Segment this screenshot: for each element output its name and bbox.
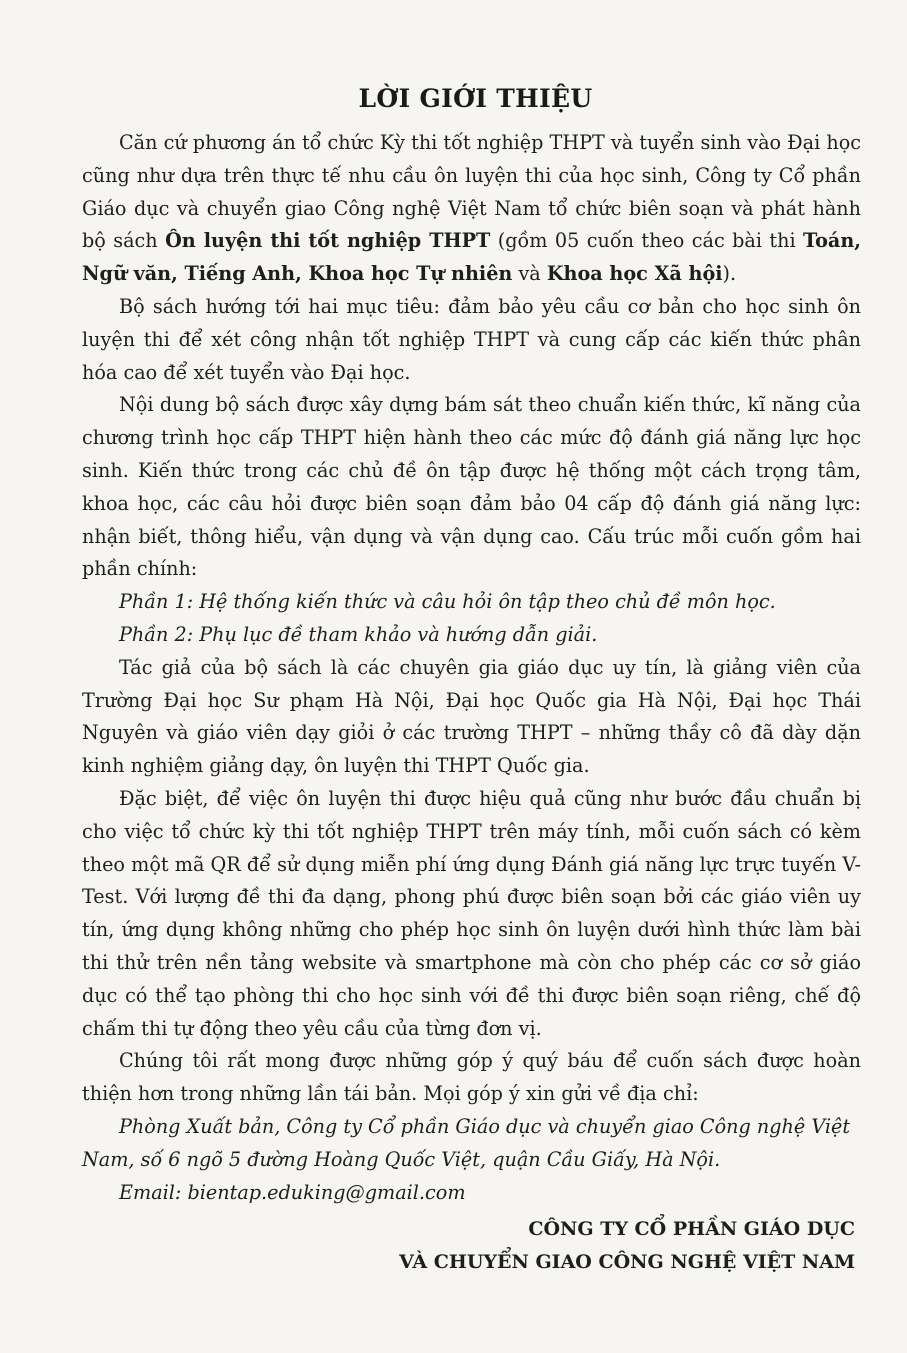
paragraph-content: Nội dung bộ sách được xây dựng bám sát theo chuẩn kiến thức, kĩ năng của chương trình học cấp THPT hiện hành theo các mức độ đánh giá năng lực học sinh. Kiến thức trong các chủ đề ôn tập được hệ thống một cách trọng tâm, khoa học, các câu hỏi được biên soạn đảm bảo 04 cấp độ đánh giá năng lực: nhận biết, thông hiểu, vận dụng và vận dụng cao. Cấu trúc mỗi cuốn gồm hai phần chính:: [82, 393, 861, 581]
signature-line-2: VÀ CHUYỂN GIAO CÔNG NGHỆ VIỆT NAM: [399, 1251, 855, 1274]
paragraph-feedback: Chúng tôi rất mong được những góp ý quý báu để cuốn sách được hoàn thiện hơn trong những lần tái bản. Mọi góp ý xin gửi về địa chỉ:: [82, 1049, 861, 1106]
paragraph-authors: Tác giả của bộ sách là các chuyên gia giáo dục uy tín, là giảng viên của Trường Đại học Sư phạm Hà Nội, Đại học Quốc gia Hà Nội, Đại học Thái Nguyên và giáo viên dạy giỏi ở các trường THPT – những thầy cô đã dày dặn kinh nghiệm giảng dạy, ôn luyện thi THPT Quốc gia.: [82, 655, 861, 778]
paragraph-intro: Căn cứ phương án tổ chức Kỳ thi tốt nghiệp THPT và tuyển sinh vào Đại học cũng như dựa trên thực tế nhu cầu ôn luyện thi của học sinh, Công ty Cổ phần Giáo dục và chuyển giao Công nghệ Việt Nam tổ chức biên soạn và phát hành bộ sách Ôn luyện thi tốt nghiệp THPT (gồm 05 cuốn theo các bài thi Toán, Ngữ văn, Tiếng Anh, Khoa học Tự nhiên và Khoa học Xã hội).: [82, 131, 861, 286]
subject-social-science: Khoa học Xã hội: [546, 262, 723, 286]
publisher-address: Phòng Xuất bản, Công ty Cổ phần Giáo dục và chuyển giao Công nghệ Việt Nam, số 6 ngõ 5 đường Hoàng Quốc Việt, quận Cầu Giấy, Hà Nội.: [82, 1114, 851, 1171]
paragraph-vtest: Đặc biệt, để việc ôn luyện thi được hiệu quả cũng như bước đầu chuẩn bị cho việc tổ chức kỳ thi tốt nghiệp THPT trên máy tính, mỗi cuốn sách có kèm theo một mã QR để sử dụng miễn phí ứng dụng Đánh giá năng lực trực tuyến V-Test. Với lượng đề thi đa dạng, phong phú được biên soạn bởi các giáo viên uy tín, ứng dụng không những cho phép học sinh ôn luyện dưới hình thức làm bài thi thử trên nền tảng website và smartphone mà còn cho phép các cơ sở giáo dục có thể tạo phòng thi cho học sinh với đề thi được biên soạn riêng, chế độ chấm thi tự động theo yêu cầu của từng đơn vị.: [82, 786, 861, 1040]
page-title: LỜI GIỚI THIỆU: [358, 84, 593, 113]
signature-block: [82, 1213, 861, 1279]
paragraph-goals: Bộ sách hướng tới hai mục tiêu: đảm bảo yêu cầu cơ bản cho học sinh ôn luyện thi để xét công nhận tốt nghiệp THPT và cung cấp các kiến thức phân hóa cao để xét tuyển vào Đại học.: [82, 294, 861, 384]
subject-list: Toán, Ngữ văn, Tiếng Anh, Khoa học Tự nhiên: [82, 229, 861, 286]
signature-line-1: CÔNG TY CỔ PHẦN GIÁO DỤC: [528, 1218, 855, 1241]
part-2-line: Phần 2: Phụ lục đề tham khảo và hướng dẫn giải.: [119, 622, 598, 646]
part-1-line: Phần 1: Hệ thống kiến thức và câu hỏi ôn tập theo chủ đề môn học.: [119, 590, 776, 614]
book-series-name: Ôn luyện thi tốt nghiệp THPT: [165, 229, 491, 253]
contact-email: Email: bientap.eduking@gmail.com: [119, 1180, 466, 1204]
